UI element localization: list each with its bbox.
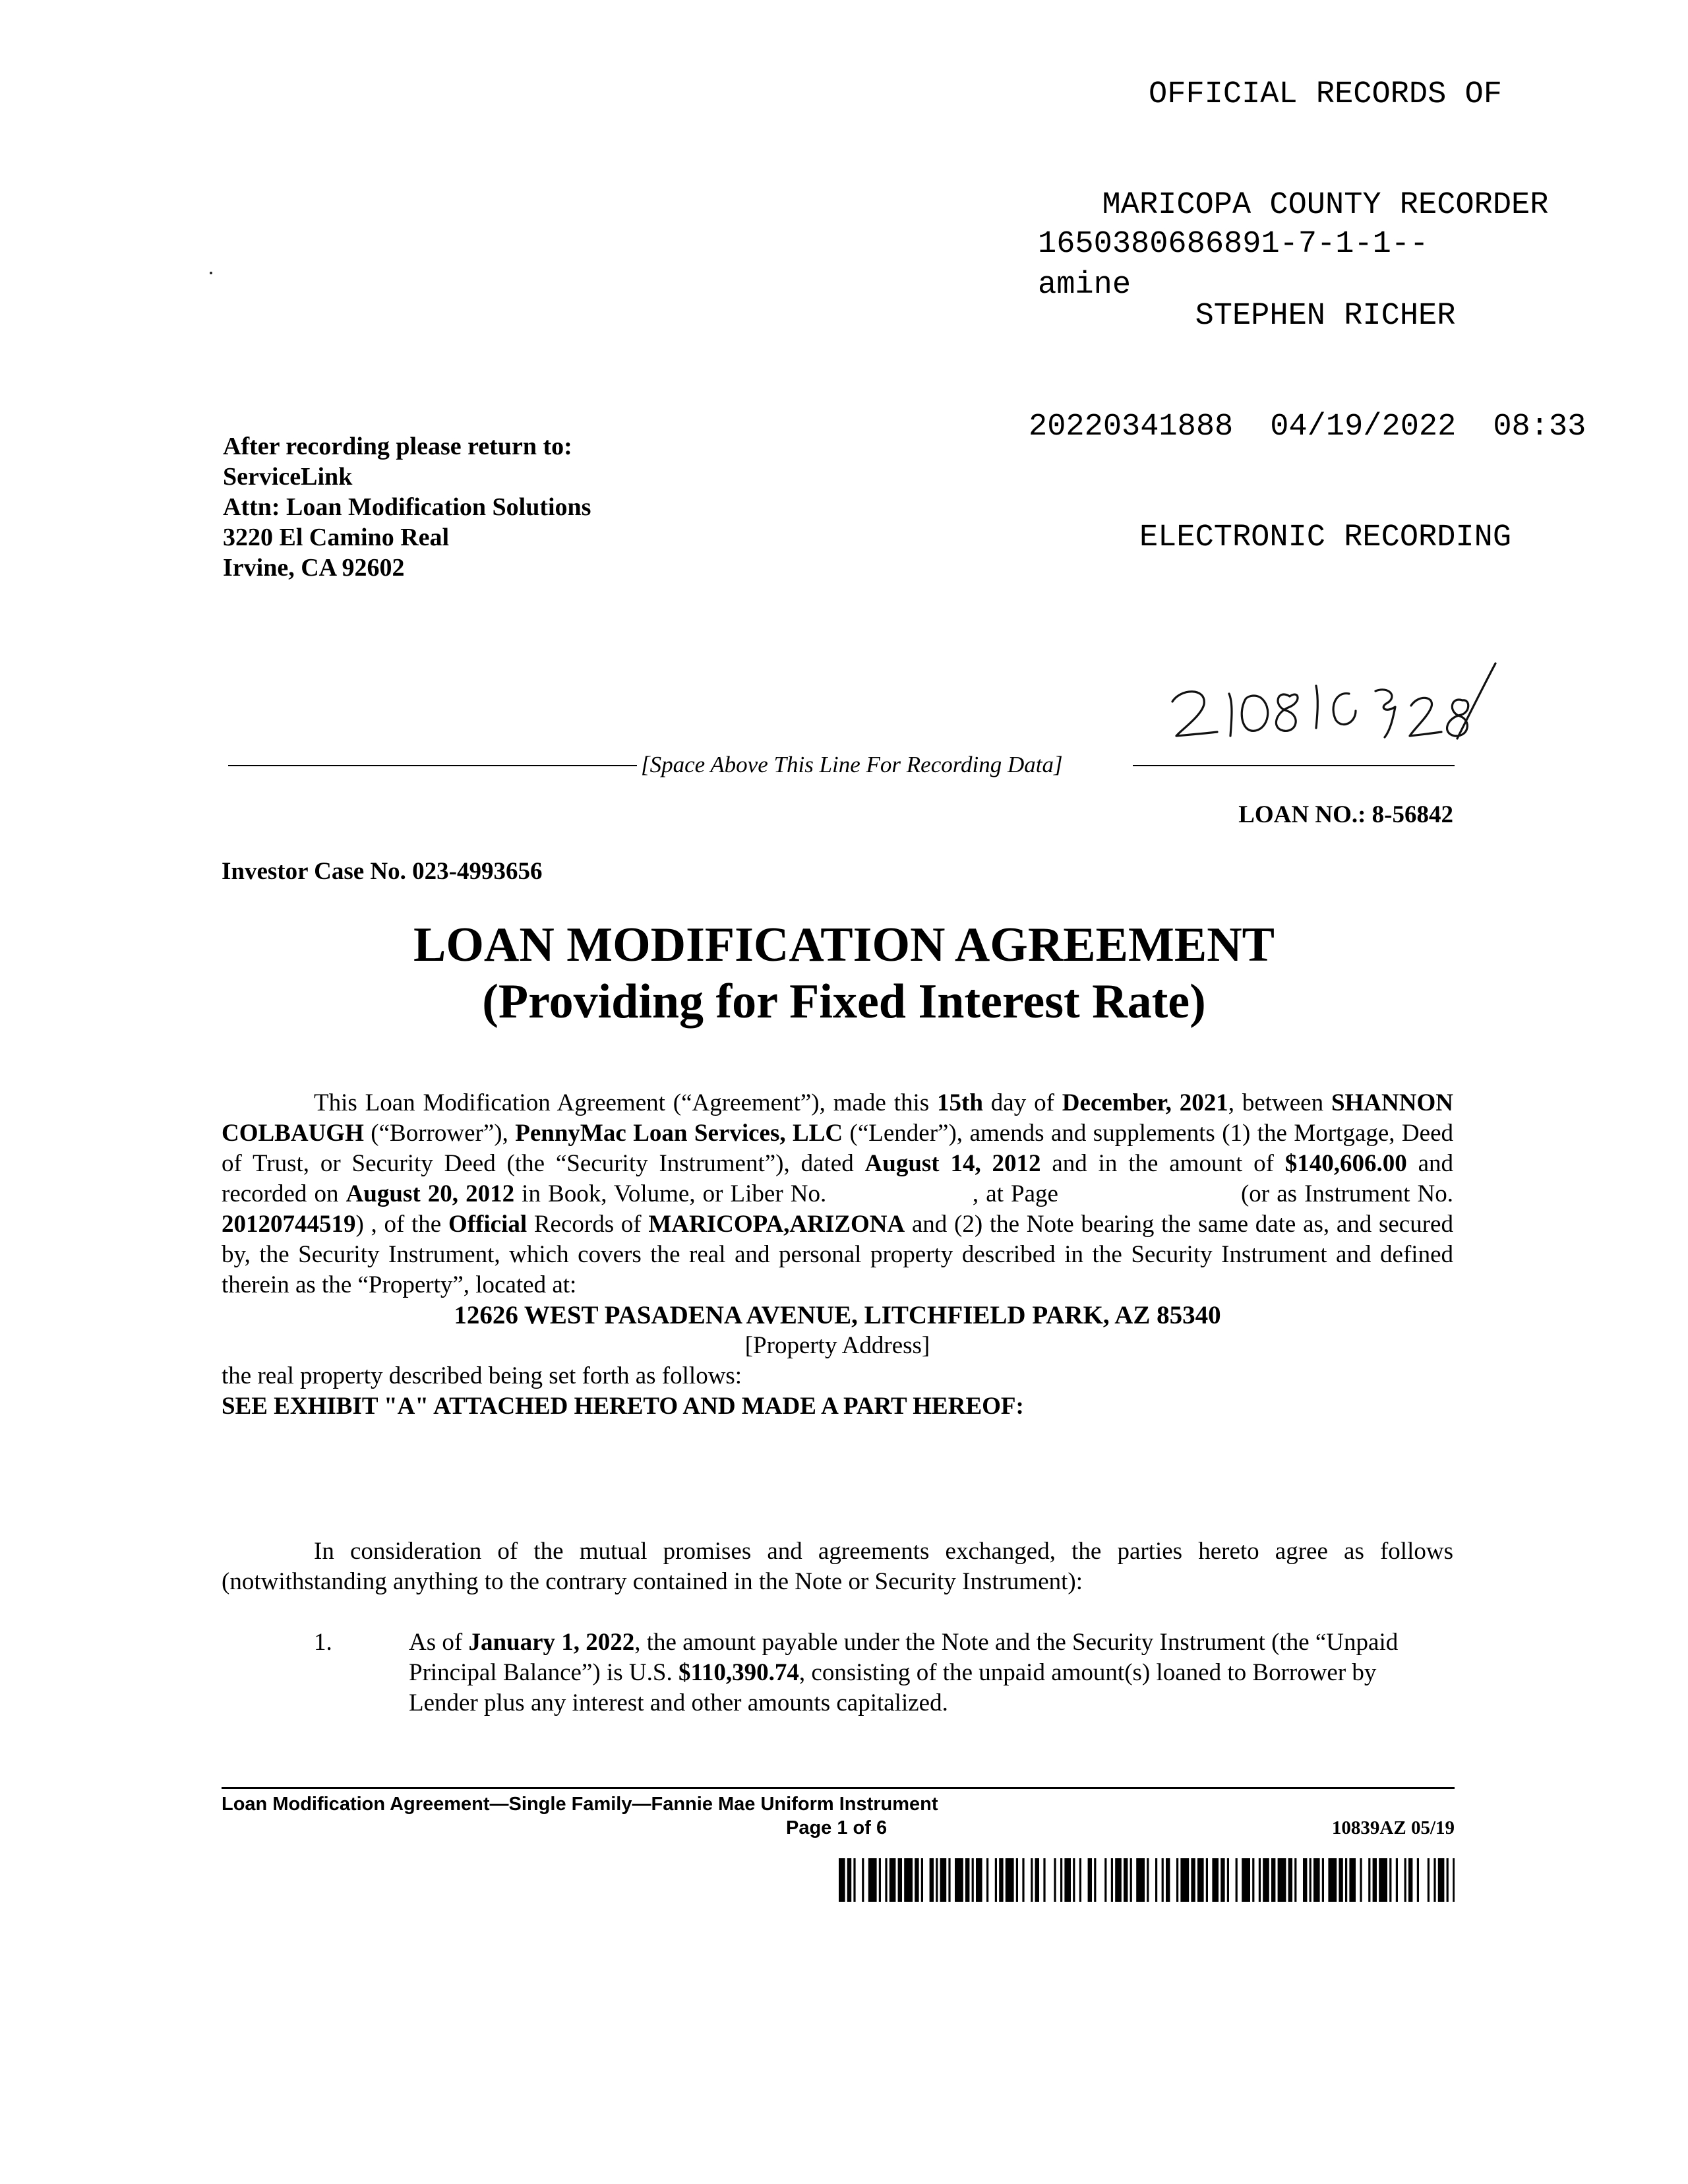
original-amount: $140,606.00	[1284, 1150, 1407, 1177]
return-attn: Attn: Loan Modification Solutions	[223, 493, 591, 521]
barcode-bar	[1031, 1858, 1033, 1902]
barcode-bar	[1339, 1858, 1342, 1902]
barcode-bar	[1349, 1858, 1356, 1902]
property-address: 12626 WEST PASADENA AVENUE, LITCHFIELD PARK, AZ 85340	[454, 1301, 1221, 1329]
property-address-label: [Property Address]	[744, 1332, 930, 1359]
barcode	[839, 1858, 1455, 1902]
barcode-bar	[1016, 1858, 1018, 1902]
barcode-bar	[1124, 1858, 1128, 1902]
barcode-bar	[904, 1858, 913, 1902]
barcode-bar	[1389, 1858, 1391, 1902]
stamp-line-2: MARICOPA COUNTY RECORDER	[1102, 188, 1549, 223]
barcode-bar	[879, 1858, 881, 1902]
barcode-bar	[1006, 1858, 1014, 1902]
exhibit-reference: SEE EXHIBIT "A" ATTACHED HERETO AND MADE A PART HEREOF:	[222, 1393, 1024, 1420]
barcode-bar	[1294, 1858, 1296, 1902]
barcode-bar	[1054, 1858, 1056, 1902]
agreement-paragraph	[222, 1088, 1460, 1422]
instrument-number: 20120744519	[222, 1211, 356, 1238]
return-heading: After recording please return to:	[223, 433, 572, 460]
barcode-bar	[1043, 1858, 1045, 1902]
barcode-bar	[1288, 1858, 1292, 1902]
barcode-bar	[1360, 1858, 1362, 1902]
barcode-bar	[1263, 1858, 1269, 1902]
barcode-bar	[1313, 1858, 1320, 1902]
barcode-bar	[1022, 1858, 1024, 1902]
investor-case-number: Investor Case No. 023-4993656	[222, 858, 543, 885]
page-number: Page 1 of 6	[786, 1817, 888, 1838]
barcode-bar	[862, 1858, 864, 1902]
barcode-bar	[1073, 1858, 1075, 1902]
barcode-bar	[1428, 1858, 1430, 1902]
barcode-bar	[1035, 1858, 1039, 1902]
barcode-bar	[898, 1858, 902, 1902]
recording-stamp	[1029, 3, 1681, 630]
barcode-bar	[1259, 1858, 1261, 1902]
form-name: Loan Modification Agreement—Single Family—Fannie Mae Uniform Instrument	[222, 1794, 938, 1815]
barcode-bar	[940, 1858, 947, 1902]
barcode-bar	[965, 1858, 969, 1902]
clause-1-number: 1.	[314, 1629, 332, 1656]
record-id	[1038, 224, 1428, 306]
stamp-line-3: STEPHEN RICHER	[1195, 299, 1456, 334]
barcode-bar	[889, 1858, 896, 1902]
barcode-bar	[1180, 1858, 1189, 1902]
security-instrument-date: August 14, 2012	[864, 1150, 1041, 1177]
barcode-bar	[1221, 1858, 1224, 1902]
barcode-bar	[839, 1858, 845, 1902]
barcode-bar	[1111, 1858, 1113, 1902]
barcode-bar	[1206, 1858, 1208, 1902]
barcode-bar	[1368, 1858, 1370, 1902]
legal-description-intro: the real property described being set forth as follows:	[222, 1362, 742, 1389]
barcode-bar	[853, 1858, 855, 1902]
footer-rule	[222, 1787, 1455, 1789]
county-state: MARICOPA,ARIZONA	[648, 1211, 905, 1238]
barcode-bar	[1379, 1858, 1387, 1902]
barcode-bar	[976, 1858, 982, 1902]
barcode-bar	[999, 1858, 1003, 1902]
barcode-bar	[1162, 1858, 1164, 1902]
rule-left	[228, 765, 637, 766]
loan-number: LOAN NO.: 8-56842	[1238, 801, 1453, 828]
return-address-block	[223, 431, 591, 583]
lender-name: PennyMac Loan Services, LLC	[515, 1120, 843, 1147]
barcode-bar	[1417, 1858, 1419, 1902]
barcode-bar	[1191, 1858, 1195, 1902]
barcode-bar	[1271, 1858, 1275, 1902]
barcode-bar	[1227, 1858, 1229, 1902]
barcode-bar	[921, 1858, 923, 1902]
barcode-bar	[1155, 1858, 1157, 1902]
barcode-bar	[1130, 1858, 1132, 1902]
barcode-bar	[847, 1858, 851, 1902]
barcode-bar	[1278, 1858, 1286, 1902]
barcode-bar	[1115, 1858, 1122, 1902]
barcode-bar	[995, 1858, 997, 1902]
barcode-bar	[1147, 1858, 1149, 1902]
barcode-bar	[1104, 1858, 1106, 1902]
barcode-bar	[972, 1858, 974, 1902]
record-id-line-2: amine	[1038, 268, 1131, 303]
barcode-bar	[1404, 1858, 1406, 1902]
barcode-bar	[1373, 1858, 1377, 1902]
barcode-bar	[1079, 1858, 1081, 1902]
stamp-fee-row	[1029, 409, 1681, 446]
clause-1	[314, 1627, 1435, 1718]
barcode-bar	[1088, 1858, 1092, 1902]
barcode-bar	[1136, 1858, 1145, 1902]
barcode-bar	[1252, 1858, 1254, 1902]
barcode-bar	[1447, 1858, 1449, 1902]
record-id-line-1: 1650380686891-7-1-1--	[1038, 227, 1429, 262]
barcode-bar	[1438, 1858, 1445, 1902]
barcode-bar	[1197, 1858, 1204, 1902]
return-name: ServiceLink	[223, 463, 353, 491]
barcode-bar	[1310, 1858, 1311, 1902]
return-city: Irvine, CA 92602	[223, 554, 405, 582]
title-line-1: LOAN MODIFICATION AGREEMENT	[413, 918, 1275, 972]
barcode-bar	[955, 1858, 963, 1902]
barcode-bar	[1176, 1858, 1178, 1902]
fee-number: 20220341888	[1029, 410, 1234, 444]
recording-data-label: [Space Above This Line For Recording Data]	[641, 752, 1063, 777]
barcode-bar	[915, 1858, 919, 1902]
barcode-bar	[1064, 1858, 1071, 1902]
record-date: 04/19/2022	[1270, 410, 1457, 444]
recorded-date: August 20, 2012	[346, 1180, 515, 1207]
unpaid-principal-balance: $110,390.74	[678, 1659, 799, 1686]
barcode-bar	[1322, 1858, 1324, 1902]
barcode-bar	[1396, 1858, 1398, 1902]
barcode-bar	[1345, 1858, 1347, 1902]
agreement-date: December, 2021	[1062, 1089, 1228, 1116]
barcode-bar	[885, 1858, 887, 1902]
barcode-bar	[1166, 1858, 1170, 1902]
barcode-bar	[1212, 1858, 1219, 1902]
form-footer	[222, 1792, 1455, 1838]
stamp-line-1: OFFICIAL RECORDS OF	[1149, 77, 1502, 112]
clause-1-body: As of January 1, 2022, the amount payable under the Note and the Security Instrument (the “Unpaid Principal Balance”) is U.S. $110,390.74, consisting of the unpaid amount(s) loaned to Borrower by Lender plus any interest and other amounts capitalized.	[409, 1629, 1399, 1716]
barcode-bar	[1242, 1858, 1250, 1902]
agreement-body: This Loan Modification Agreement (“Agreement”), made this 15th day of December, 2021, between SHANNON COLBAUGH (“Borrower”), PennyMac Loan Services, LLC (“Lender”), amends and supplements (1) the Mortgage, Deed of Trust, or Security Deed (the “Security Instrument”), dated August 14, 2012 and in the amount of $140,606.00 and recorded on August 20, 2012 in Book, Volume, or Liber No. , at Page (or as Instrument No. 20120744519) , of the Official Records of MARICOPA,ARIZONA and (2) the Note bearing the same date as, and secured by, the Security Instrument, which covers the real and personal property described in the Security Instrument and defined therein as the “Property”, located at:	[222, 1089, 1460, 1298]
barcode-bar	[1408, 1858, 1412, 1902]
modification-date: January 1, 2022	[468, 1629, 635, 1656]
title-line-2: (Providing for Fixed Interest Rate)	[482, 975, 1206, 1029]
agreement-day: 15th	[937, 1089, 983, 1116]
recording-data-line	[228, 752, 1455, 778]
barcode-bar	[1303, 1858, 1307, 1902]
form-code: 10839AZ 05/19	[1331, 1817, 1455, 1838]
barcode-bar	[1453, 1858, 1455, 1902]
barcode-bar	[948, 1858, 950, 1902]
barcode-bar	[1433, 1858, 1435, 1902]
borrower-name: SHANNON COLBAUGH	[222, 1089, 1453, 1147]
scan-speck	[210, 272, 212, 274]
barcode-bar	[936, 1858, 938, 1902]
stamp-line-5: ELECTRONIC RECORDING	[1139, 520, 1512, 555]
record-time: 08:33	[1493, 410, 1586, 444]
handwritten-number	[1160, 659, 1503, 765]
barcode-bar	[1094, 1858, 1096, 1902]
consideration-paragraph: In consideration of the mutual promises and agreements exchanged, the parties hereto agree as follows (notwithstanding anything to the contrary contained in the Note or Security Instrument):	[222, 1538, 1453, 1595]
barcode-bar	[868, 1858, 877, 1902]
rule-right	[1133, 765, 1455, 766]
document-title	[0, 917, 1688, 1030]
barcode-bar	[1236, 1858, 1238, 1902]
barcode-bar	[986, 1858, 988, 1902]
barcode-bar	[1060, 1858, 1062, 1902]
barcode-bar	[1328, 1858, 1337, 1902]
barcode-bar	[930, 1858, 934, 1902]
return-street: 3220 El Camino Real	[223, 524, 450, 551]
